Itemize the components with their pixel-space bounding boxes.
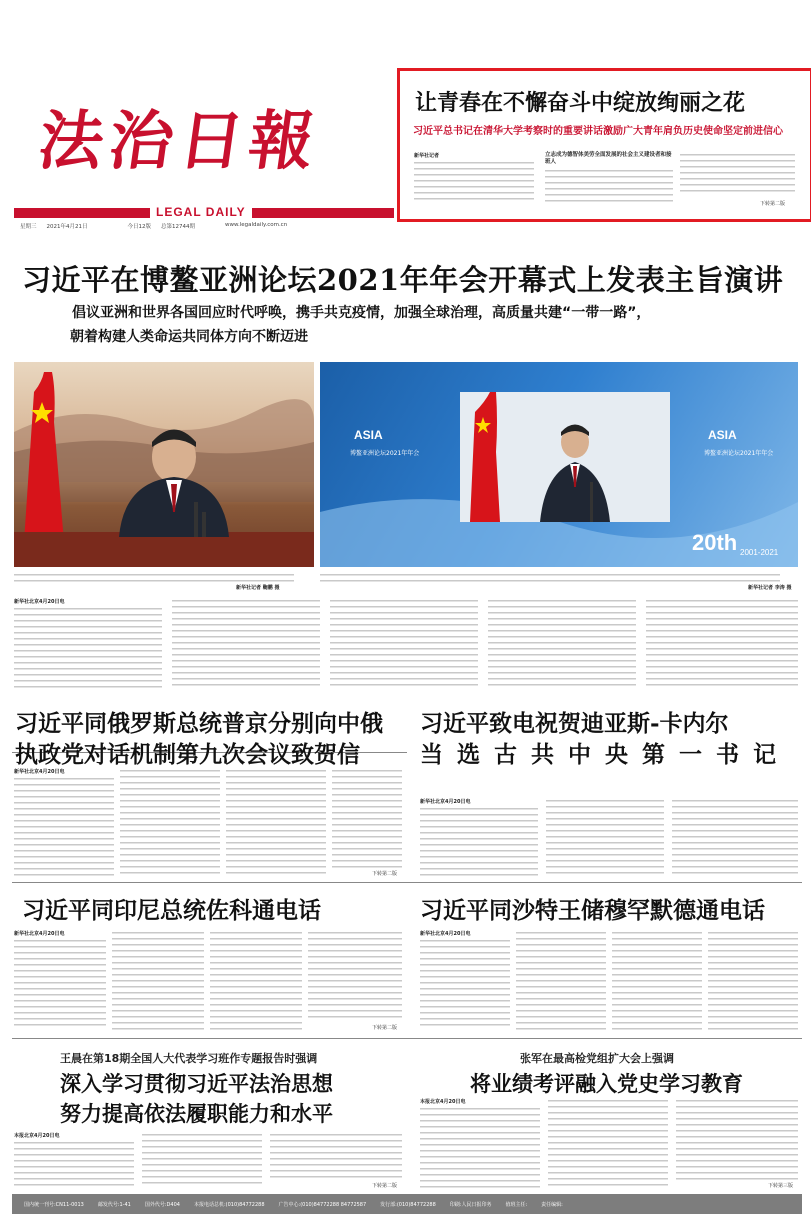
- footer-item: 邮发代号:1-41: [97, 1201, 131, 1208]
- story5-dateline: 本报北京4月20日电: [14, 1133, 60, 1139]
- lead-photo-right-credit: 新华社记者 李涛 摄: [748, 585, 792, 591]
- promo-continue[interactable]: 下转第二版: [760, 201, 786, 207]
- story5-title-line1[interactable]: 深入学习贯彻习近平法治思想: [60, 1071, 333, 1096]
- promo-text-col2: [545, 168, 673, 204]
- promo-text-col3: [680, 152, 795, 196]
- story3-col-3: [210, 930, 302, 1030]
- story6-continue[interactable]: 下转第三版: [768, 1183, 794, 1189]
- footer-item: 广告中心:(010)84772288 84772587: [278, 1201, 367, 1208]
- website[interactable]: www.legaldaily.com.cn: [225, 222, 288, 228]
- footer-item: 印刷:人民日报印务: [449, 1201, 492, 1208]
- footer-bar: [12, 1194, 802, 1214]
- story5-continue[interactable]: 下转第二版: [372, 1183, 398, 1189]
- lead-photo-left: [14, 362, 314, 567]
- story1-continue[interactable]: 下转第二版: [372, 871, 398, 877]
- story5-col-3: [270, 1132, 402, 1182]
- story4-col-1: [420, 938, 510, 1030]
- lead-photo-left-caption-text: [14, 572, 294, 584]
- lead-headline[interactable]: 习近平在博鳌亚洲论坛2021年年会开幕式上发表主旨演讲: [22, 263, 784, 297]
- divider-mid: [12, 882, 802, 883]
- story3-title[interactable]: 习近平同印尼总统佐科通电话: [22, 897, 321, 924]
- story6-kicker: 张军在最高检党组扩大会上强调: [520, 1052, 674, 1065]
- footer-item: 国外代号:D404: [144, 1201, 180, 1208]
- story6-col-3: [676, 1098, 798, 1180]
- story1-col-1: [14, 776, 114, 876]
- photo-right-logo-left: ASIA: [354, 428, 383, 442]
- story1-dateline: 新华社北京4月20日电: [14, 769, 65, 775]
- story5-kicker: 王晨在第18期全国人大代表学习班作专题报告时强调: [60, 1052, 318, 1065]
- story2-col-2: [546, 798, 664, 876]
- story4-col-2: [516, 930, 606, 1030]
- story2-col-3: [672, 798, 798, 876]
- story3-continue[interactable]: 下转第二版: [372, 1025, 398, 1031]
- masthead-info: [20, 222, 392, 230]
- photo-right-years: 2001-2021: [740, 548, 779, 557]
- story1-title-line2[interactable]: 执政党对话机制第九次会议致贺信: [15, 741, 360, 768]
- footer-item: 国内统一刊号:CN11-0013: [24, 1201, 84, 1208]
- divider-low: [12, 1038, 802, 1039]
- lead-col-2: [172, 598, 320, 690]
- story4-col-3: [612, 930, 702, 1030]
- masthead-english: LEGAL DAILY: [150, 205, 252, 219]
- lead-photo-right: [320, 362, 798, 567]
- footer-item: 值班主任:: [505, 1201, 528, 1208]
- lead-photo-left-art: [14, 362, 314, 567]
- story4-title[interactable]: 习近平同沙特王储穆罕默德通电话: [420, 897, 765, 924]
- story3-col-4: [308, 930, 402, 1022]
- promo-subtitle: 习近平总书记在清华大学考察时的重要讲话激励广大青年肩负历史使命坚定前进信心: [413, 126, 783, 137]
- story6-col-2: [548, 1098, 668, 1188]
- story3-col-1: [14, 938, 106, 1030]
- lead-col-5: [646, 598, 798, 690]
- footer-item: 发行部:(010)84772288: [380, 1201, 436, 1208]
- story2-title-line2[interactable]: 当 选 古 共 中 央 第 一 书 记: [420, 741, 780, 768]
- story2-col-1: [420, 806, 538, 876]
- story3-dateline: 新华社北京4月20日电: [14, 931, 65, 937]
- story1-col-3: [226, 768, 326, 876]
- photo-right-logo-right: ASIA: [708, 428, 737, 442]
- story5-col-2: [142, 1132, 262, 1188]
- footer-item: 责任编辑:: [541, 1201, 563, 1208]
- lead-photo-left-credit: 新华社记者 鞠鹏 摄: [236, 585, 280, 591]
- issue-date: 2021年4月21日: [46, 224, 88, 230]
- lead-deck-line2: 朝着构建人类命运共同体方向不断迈进: [70, 329, 308, 345]
- story6-dateline: 本报北京4月20日电: [420, 1099, 466, 1105]
- promo-title[interactable]: 让青春在不懈奋斗中绽放绚丽之花: [415, 90, 746, 116]
- story1-title-line1[interactable]: 习近平同俄罗斯总统普京分别向中俄: [15, 710, 383, 737]
- page-count: 今日12版: [127, 224, 152, 230]
- lead-dateline: 新华社北京4月20日电: [14, 599, 65, 605]
- weekday: 星期三: [20, 224, 37, 230]
- promo-text-col1: [414, 160, 534, 204]
- story3-col-2: [112, 930, 204, 1030]
- lead-col-3: [330, 598, 478, 690]
- photo-right-forum-left: 博鳌亚洲论坛2021年年会: [350, 450, 420, 457]
- footer-item: 本报电话总机:(010)84772288: [193, 1201, 265, 1208]
- lead-photo-right-caption: [320, 572, 780, 584]
- story1-col-4: [332, 768, 402, 868]
- lead-col-4: [488, 598, 636, 690]
- promo-subhead: 立志成为德智体美劳全面发展的社会主义建设者和接班人: [545, 152, 672, 165]
- story4-col-4: [708, 930, 798, 1030]
- lead-col-1: [14, 606, 162, 690]
- issue-number: 总第12744期: [161, 224, 196, 230]
- masthead-logo: 法治日報: [33, 104, 325, 179]
- story6-title[interactable]: 将业绩考评融入党史学习教育: [470, 1071, 743, 1096]
- photo-right-forum-right: 博鳌亚洲论坛2021年年会: [704, 450, 774, 457]
- lead-deck-line1: 倡议亚洲和世界各国回应时代呼唤，携手共克疫情，加强全球治理，高质量共建“一带一路”，: [72, 305, 651, 321]
- story5-title-line2[interactable]: 努力提高依法履职能力和水平: [60, 1101, 333, 1126]
- story2-title-line1[interactable]: 习近平致电祝贺迪亚斯-卡内尔: [420, 710, 729, 737]
- promo-byline: 新华社记者: [414, 153, 440, 159]
- story1-col-2: [120, 768, 220, 876]
- story5-col-1: [14, 1140, 134, 1188]
- story4-dateline: 新华社北京4月20日电: [420, 931, 471, 937]
- photo-right-anniversary: 20th: [692, 530, 738, 555]
- story2-dateline: 新华社北京4月20日电: [420, 799, 471, 805]
- story6-col-1: [420, 1106, 540, 1188]
